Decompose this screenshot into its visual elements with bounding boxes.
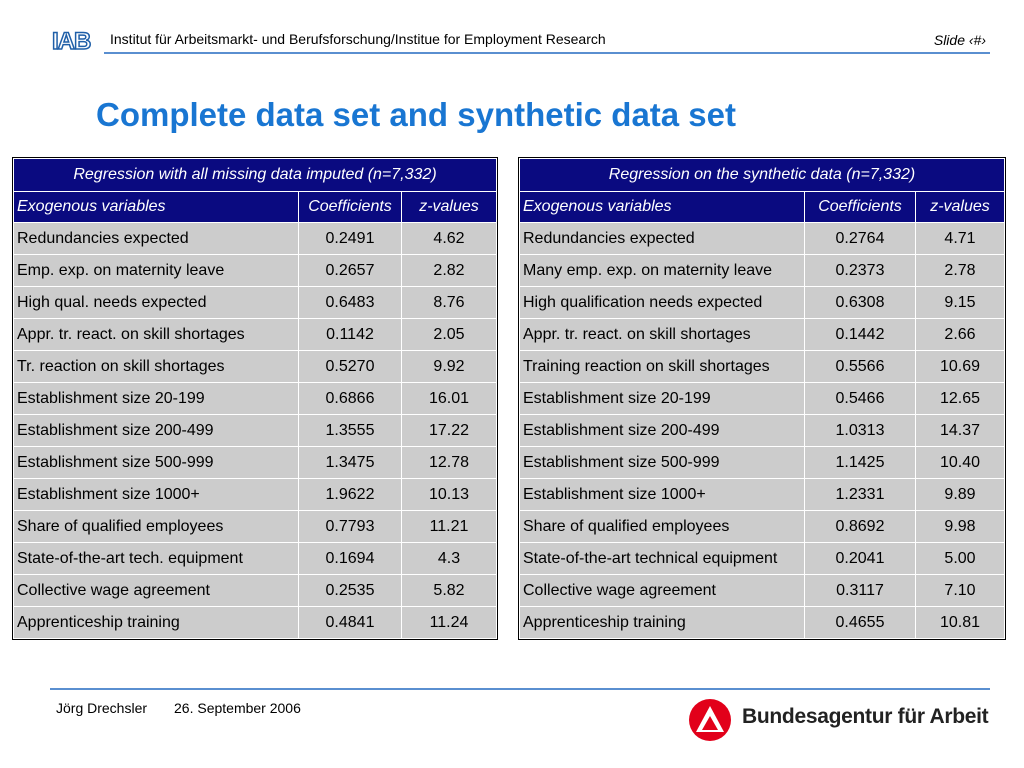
column-header-coefficients: Coefficients	[299, 192, 402, 223]
coefficient-cell: 0.5566	[805, 351, 916, 383]
variable-cell: Establishment size 200-499	[14, 415, 299, 447]
coefficient-cell: 1.3475	[299, 447, 402, 479]
variable-cell: Appr. tr. react. on skill shortages	[520, 319, 805, 351]
footer-date: 26. September 2006	[174, 700, 301, 716]
variable-cell: Share of qualified employees	[520, 511, 805, 543]
z-value-cell: 2.78	[916, 255, 1005, 287]
variable-cell: Apprenticeship training	[520, 607, 805, 639]
footer-author: Jörg Drechsler	[56, 700, 148, 716]
z-value-cell: 4.3	[402, 543, 497, 575]
ba-wordmark: Bundesagentur für Arbeit	[742, 705, 989, 728]
table-row	[14, 255, 497, 287]
table-caption: Regression on the synthetic data (n=7,332)	[520, 159, 1005, 192]
variable-cell: Redundancies expected	[520, 223, 805, 255]
z-value-cell: 11.21	[402, 511, 497, 543]
coefficient-cell: 0.6483	[299, 287, 402, 319]
table-row	[520, 447, 1005, 479]
footer-divider	[50, 688, 990, 690]
column-header-z-values: z-values	[402, 192, 497, 223]
table-row	[14, 511, 497, 543]
coefficient-cell: 0.2764	[805, 223, 916, 255]
coefficient-cell: 0.4841	[299, 607, 402, 639]
imputed-regression-table	[13, 158, 497, 639]
z-value-cell: 2.05	[402, 319, 497, 351]
coefficient-cell: 0.8692	[805, 511, 916, 543]
z-value-cell: 9.98	[916, 511, 1005, 543]
coefficient-cell: 0.1442	[805, 319, 916, 351]
z-value-cell: 5.82	[402, 575, 497, 607]
header-divider	[104, 52, 990, 54]
table-row	[520, 383, 1005, 415]
z-value-cell: 8.76	[402, 287, 497, 319]
z-value-cell: 7.10	[916, 575, 1005, 607]
variable-cell: High qual. needs expected	[14, 287, 299, 319]
table-row	[520, 415, 1005, 447]
variable-cell: Apprenticeship training	[14, 607, 299, 639]
table-row	[14, 319, 497, 351]
table-row	[14, 479, 497, 511]
z-value-cell: 11.24	[402, 607, 497, 639]
coefficient-cell: 1.1425	[805, 447, 916, 479]
variable-cell: Collective wage agreement	[14, 575, 299, 607]
column-header-coefficients: Coefficients	[805, 192, 916, 223]
z-value-cell: 9.92	[402, 351, 497, 383]
coefficient-cell: 0.2535	[299, 575, 402, 607]
column-header-variables: Exogenous variables	[14, 192, 299, 223]
variable-cell: Establishment size 1000+	[14, 479, 299, 511]
variable-cell: High qualification needs expected	[520, 287, 805, 319]
variable-cell: Establishment size 20-199	[520, 383, 805, 415]
table-row	[14, 415, 497, 447]
z-value-cell: 14.37	[916, 415, 1005, 447]
variable-cell: Share of qualified employees	[14, 511, 299, 543]
institute-name: Institut für Arbeitsmarkt- und Berufsforschung/Institue for Employment Research	[110, 31, 606, 47]
synthetic-regression-table	[519, 158, 1005, 639]
table-row	[14, 607, 497, 639]
variable-cell: Tr. reaction on skill shortages	[14, 351, 299, 383]
table-row	[520, 607, 1005, 639]
iab-logo: IAB	[52, 28, 91, 55]
coefficient-cell: 0.5466	[805, 383, 916, 415]
z-value-cell: 17.22	[402, 415, 497, 447]
z-value-cell: 5.00	[916, 543, 1005, 575]
coefficient-cell: 0.6866	[299, 383, 402, 415]
column-header-z-values: z-values	[916, 192, 1005, 223]
z-value-cell: 12.78	[402, 447, 497, 479]
variable-cell: Establishment size 500-999	[14, 447, 299, 479]
table-row	[520, 287, 1005, 319]
coefficient-cell: 1.3555	[299, 415, 402, 447]
table-body	[14, 223, 497, 639]
variable-cell: Establishment size 200-499	[520, 415, 805, 447]
table-row	[520, 479, 1005, 511]
z-value-cell: 10.69	[916, 351, 1005, 383]
coefficient-cell: 0.3117	[805, 575, 916, 607]
z-value-cell: 2.66	[916, 319, 1005, 351]
variable-cell: Establishment size 1000+	[520, 479, 805, 511]
variable-cell: Establishment size 500-999	[520, 447, 805, 479]
table-row	[520, 319, 1005, 351]
table-row	[520, 575, 1005, 607]
table-row	[520, 255, 1005, 287]
z-value-cell: 16.01	[402, 383, 497, 415]
coefficient-cell: 0.2041	[805, 543, 916, 575]
table-row	[520, 511, 1005, 543]
table-body	[520, 223, 1005, 639]
variable-cell: State-of-the-art technical equipment	[520, 543, 805, 575]
coefficient-cell: 1.0313	[805, 415, 916, 447]
variable-cell: Establishment size 20-199	[14, 383, 299, 415]
z-value-cell: 10.40	[916, 447, 1005, 479]
table-row	[520, 223, 1005, 255]
coefficient-cell: 1.9622	[299, 479, 402, 511]
table-row	[14, 575, 497, 607]
coefficient-cell: 0.4655	[805, 607, 916, 639]
table-row	[14, 223, 497, 255]
table-row	[14, 383, 497, 415]
table-caption: Regression with all missing data imputed (n=7,332)	[14, 159, 497, 192]
table-row	[14, 447, 497, 479]
table-row	[14, 543, 497, 575]
coefficient-cell: 0.2491	[299, 223, 402, 255]
coefficient-cell: 0.7793	[299, 511, 402, 543]
ba-logo-icon	[688, 698, 732, 742]
coefficient-cell: 0.5270	[299, 351, 402, 383]
z-value-cell: 2.82	[402, 255, 497, 287]
z-value-cell: 12.65	[916, 383, 1005, 415]
variable-cell: Training reaction on skill shortages	[520, 351, 805, 383]
z-value-cell: 10.81	[916, 607, 1005, 639]
variable-cell: Collective wage agreement	[520, 575, 805, 607]
z-value-cell: 4.62	[402, 223, 497, 255]
variable-cell: Redundancies expected	[14, 223, 299, 255]
table-row	[14, 351, 497, 383]
table-row	[520, 543, 1005, 575]
variable-cell: Emp. exp. on maternity leave	[14, 255, 299, 287]
variable-cell: Many emp. exp. on maternity leave	[520, 255, 805, 287]
table-row	[520, 351, 1005, 383]
column-header-variables: Exogenous variables	[520, 192, 805, 223]
coefficient-cell: 0.2657	[299, 255, 402, 287]
z-value-cell: 9.89	[916, 479, 1005, 511]
slide-number: Slide ‹#›	[933, 32, 986, 48]
slide-title: Complete data set and synthetic data set	[96, 96, 737, 133]
coefficient-cell: 1.2331	[805, 479, 916, 511]
coefficient-cell: 0.6308	[805, 287, 916, 319]
variable-cell: Appr. tr. react. on skill shortages	[14, 319, 299, 351]
coefficient-cell: 0.1694	[299, 543, 402, 575]
table-row	[14, 287, 497, 319]
z-value-cell: 4.71	[916, 223, 1005, 255]
coefficient-cell: 0.2373	[805, 255, 916, 287]
z-value-cell: 10.13	[402, 479, 497, 511]
coefficient-cell: 0.1142	[299, 319, 402, 351]
variable-cell: State-of-the-art tech. equipment	[14, 543, 299, 575]
z-value-cell: 9.15	[916, 287, 1005, 319]
